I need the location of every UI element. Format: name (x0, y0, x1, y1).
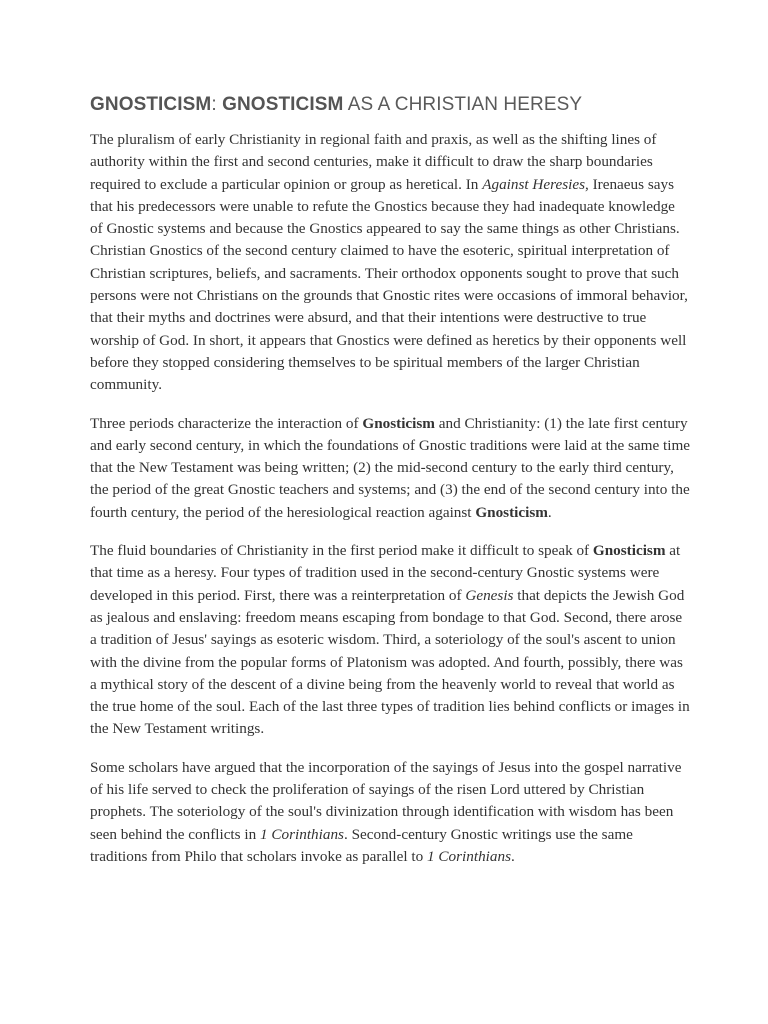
paragraph-2 (90, 413, 690, 524)
paragraph-text: The pluralism of early Christianity in regional faith and praxis, as well as the shifting lines of authority within the first and second centuries, make it difficult to draw the sharp boundaries required to exclude a particular opinion or group as heretical. In (90, 131, 657, 193)
paragraph-text: . (511, 847, 515, 865)
paragraph-text: and Christianity: (1) the late first century and early second century, in which the foundations of Gnostic traditions were laid at the same time that the New Testament was being written; (2) the mid-second century to the early third century, the period of the great Gnostic teachers and systems; and (3) the end of the second century into the fourth century, the period of the heresiological reaction against (90, 414, 691, 521)
paragraph-text: that depicts the Jewish God as jealous and enslaving: freedom means escaping from bondage to that God. Second, there arose a tradition of Jesus' sayings as esoteric wisdom. Third, a soteriology of the soul's ascent to union with the divine from the popular forms of Platonism was adopted. And fourth, possibly, there was a mythical story of the descent of a divine being from the heavenly world to reveal that world as the true home of the soul. Each of the last three types of tradition lies behind conflicts or images in the New Testament writings. (90, 586, 690, 738)
heading-title-rest: AS A CHRISTIAN HERESY (343, 94, 583, 115)
heading-term-1[interactable]: GNOSTICISM (90, 94, 212, 115)
paragraph-text: at that time as a heresy. Four types of tradition used in the second-century Gnostic systems were developed in this period. First, there was a reinterpretation of (90, 542, 681, 604)
paragraph-text: The fluid boundaries of Christianity in the first period make it difficult to speak of (90, 542, 593, 560)
paragraph-3 (90, 540, 690, 741)
work-title-1-corinthians: 1 Corinthians (427, 847, 511, 865)
article-heading (90, 94, 582, 116)
paragraph-text: Some scholars have argued that the incorporation of the sayings of Jesus into the gospel narrative of his life served to check the proliferation of sayings of the risen Lord uttered by Christian prophets. The soteriology of the soul's divinization through identification with wisdom has been seen behind the conflicts in (90, 758, 682, 843)
paragraph-text: , Irenaeus says that his predecessors were unable to refute the Gnostics because they had inadequate knowledge of Gnostic systems and because the Gnostics appeared to say the same things as other Christians. Christian Gnostics of the second century claimed to have the esoteric, spiritual interpretation of Christian scriptures, beliefs, and sacraments. Their orthodox opponents sought to prove that such persons were not Christians on the grounds that Gnostic rites were occasions of immoral behavior, that their myths and doctrines were absurd, and that their intentions were destructive to true worship of God. In short, it appears that Gnostics were defined as heretics by their opponents well before they stopped considering themselves to be spiritual members of the larger Christian community. (90, 175, 688, 394)
heading-term-2[interactable]: GNOSTICISM (222, 94, 344, 115)
keyword-gnosticism: Gnosticism (475, 503, 548, 521)
heading-separator: : (211, 94, 223, 115)
paragraph-1 (90, 129, 690, 397)
work-title-against-heresies: Against Heresies (482, 175, 585, 193)
paragraph-4 (90, 757, 690, 868)
work-title-genesis: Genesis (465, 586, 514, 604)
article-body (90, 129, 690, 868)
keyword-gnosticism: Gnosticism (592, 542, 666, 560)
paragraph-text: Three periods characterize the interaction of (90, 414, 363, 432)
paragraph-text: . Second-century Gnostic writings use the same traditions from Philo that scholars invoke as parallel to (90, 825, 633, 865)
keyword-gnosticism: Gnosticism (362, 414, 435, 432)
paragraph-text: . (547, 503, 552, 521)
work-title-1-corinthians: 1 Corinthians (259, 825, 344, 843)
